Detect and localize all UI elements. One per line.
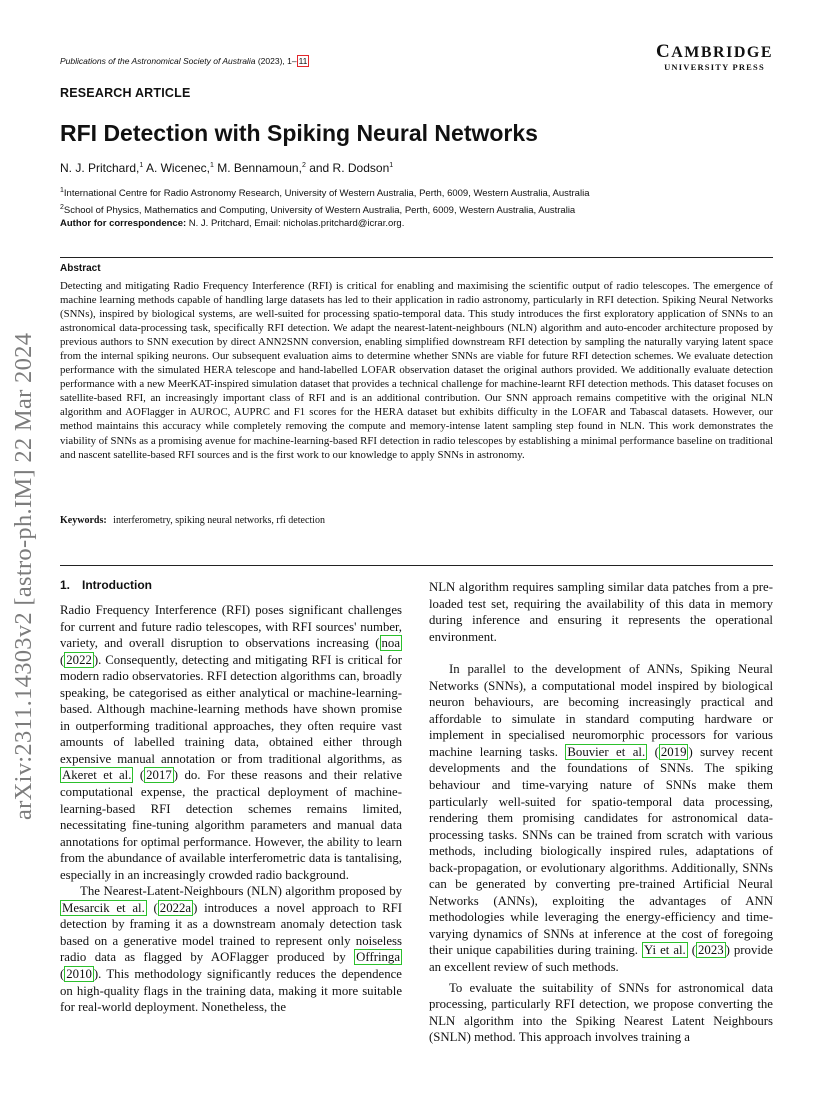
article-type-label: RESEARCH ARTICLE [60,86,191,100]
citation-link[interactable]: 2010 [66,967,92,982]
affiliations [60,184,589,231]
author-list [60,161,393,175]
abstract-bottom-rule [60,565,773,566]
keywords-label: Keywords: [60,515,107,526]
correspondence: Author for correspondence: N. J. Pritchard, Email: nicholas.pritchard@icrar.org. [60,218,405,230]
citation-link[interactable]: Akeret et al. [62,768,132,783]
abstract-heading: Abstract [60,263,101,274]
author: N. J. Pritchard,$^1$ [60,161,144,175]
journal-citation-line [60,56,309,66]
paper-title: RFI Detection with Spiking Neural Networks [60,120,538,146]
publisher-logo-line2: UNIVERSITY PRESS [664,62,765,72]
citation-link[interactable]: Yi et al. [643,943,686,958]
affiliation: $^2$School of Physics, Mathematics and Computing, University of Western Australia, Perth, 6009, Western Australia, Australia [60,203,576,216]
citation-link[interactable]: 2019 [660,744,687,759]
publisher-logo-line1: CAMBRIDGE [655,41,773,62]
journal-name: Publications of the Astronomical Society of Australia [60,56,256,66]
citation-link[interactable]: 2023 [698,943,724,958]
citation-link[interactable]: Mesarcik et al. [62,900,145,915]
body-column-left [60,577,402,1016]
citation-link[interactable]: Offringa [356,950,400,965]
citation-link[interactable]: Bouvier et al. [567,744,646,759]
section-heading-introduction: 1. Introduction [60,578,152,592]
page-total-link[interactable]: 11 [298,56,308,66]
arxiv-identifier-stamp: arXiv:2311.14303v2 [astro-ph.IM] 22 Mar 2024 [10,332,37,820]
author: and R. Dodson$^1$ [309,161,394,175]
affiliation: $^1$International Centre for Radio Astronomy Research, University of Western Australia, Perth, 6009, Western Australia, Australia [60,187,590,200]
citation-link[interactable]: 2022a [159,900,192,915]
author: M. Bennamoun,$^2$ [217,161,306,175]
abstract-body: Detecting and mitigating Radio Frequency Interference (RFI) is critical for enabling and maximising the scientific output of radio telescopes. The emergence of machine learning methods capable of handling large datasets has led to their application in radio astronomy, particularly in RFI detection. Spiking Neural Networks (SNNs), inspired by biological systems, are well-suited for processing spatio-temporal data. This study introduces the first exploratory application of SNNs to an astronomical data-processing task, specifically RFI detection. We adapt the nearest-latent-neighbours (NLN) algorithm and auto-encoder architecture proposed by previous authors to SNN execution by direct ANN2SNN conversion, enabling simplified downstream RFI detection by sampling the naturally varying latent space from the internal spiking neurons. Our subsequent evaluation aims to determine whether SNNs are viable for future RFI detection schemes. We evaluate detection performance with the simulated HERA telescope and hand-labelled LOFAR observation dataset the original authors provided. We additionally evaluate detection performance with a new MeerKAT-inspired simulation dataset that provides a technical challenge for machine-learnt RFI detection methods. This dataset focuses on satellite-based RFI, an increasingly important class of RFI and is an additional contribution. Our SNN approach remains competitive with the original NLN algorithm and AOFlagger in AUROC, AUPRC and F1 scores for the HERA dataset but exhibits difficulty in the LOFAR and Tabascal datasets. However, our method maintains this accuracy while completely removing the compute and memory-intense latent sampling step found in NLN. This work demonstrates the viability of SNNs as a promising avenue for machine-learning-based RFI detection in radio telescopes by establishing a minimal performance baseline on traditional and nascent satellite-based RFI sources and is the first work to our knowledge to apply SNNs in astronomy. [60,280,773,461]
publisher-logo [656,41,773,72]
paragraph: To evaluate the suitability of SNNs for astronomical data processing, particularly RFI detection, we propose converting the NLN algorithm into the Spiking Nearest Latent Neighbours (SNLN) method. This approach involves training a [429,980,773,1045]
abstract-top-rule [60,257,773,258]
citation-link[interactable]: noa [381,636,400,651]
citation-link[interactable]: 2017 [146,768,172,783]
keywords-line [60,515,325,526]
paragraph: In parallel to the development of ANNs, Spiking Neural Networks (SNNs), a computational model inspired by biological neuron behaviours, are becoming increasingly practical and affordable to simulate in standard computing hardware or implement in specialised neuromorphic processors for various machine learning tasks. Bouvier et al. ( 2019 ) survey recent developments and the foundations of SNNs. The spiking behaviour and time-varying nature of SNNs make them particularly well-suited for spatio-temporal data processing, rendering them promising candidates for astronomical data-processing tasks. SNNs can be trained from scratch with various methods, including biologically inspired rules, adaptations of back-propagation, or evolutionary algorithms. Additionally, SNNs can be generated by converting pre-trained Artificial Neural Networks (ANNs), exploiting the advantages of ANN methodologies while leveraging the energy-efficiency and time-varying dynamics of SNNs at inference at the cost of foregoing their unique capabilities during training. Yi et al. ( 2023 ) provide an excellent review of such methods. [429,662,773,975]
author: A. Wicenec,$^1$ [145,161,214,175]
body-column-right [429,579,773,1046]
paragraph: NLN algorithm requires sampling similar data patches from a pre-loaded test set, requiring the availability of this data in memory during inference and ensuring it represents the operational environment. [429,580,773,644]
paragraph: The Nearest-Latent-Neighbours (NLN) algorithm proposed by Mesarcik et al. ( 2022a ) introduces a novel approach to RFI detection by framing it as a downstream anomaly detection task based on a generative model trained to represent only noiseless radio data as flagged by AOFlagger produced by Offringa ( 2010 ). This methodology significantly reduces the dependence on high-quality flags in the training data, making it more suitable for real-world deployment. Nonetheless, the [60,884,402,1015]
journal-year: (2023), 1– [257,56,297,66]
citation-link[interactable]: 2022 [66,652,92,667]
paragraph: Radio Frequency Interference (RFI) poses significant challenges for current and future radio telescopes, with RFI sources' number, variety, and overall disruption to observations increasing ( noa ( 2022 ). Consequently, detecting and mitigating RFI is critical for modern radio observatories. RFI detection algorithms can, broadly speaking, be categorised as either analytical or machine-learning-based. Although machine-learning methods have shown promise in outperforming traditional approaches, they often require vast amounts of labelled training data, obtained either through expensive manual annotation or from traditional algorithms, as Akeret et al. ( 2017 ) do. For these reasons and their relative computational expense, the practical deployment of machine-learning-based RFI detection schemes remains limited, necessitating fine-tuning algorithm parameters and manual data annotations for optimal performance. However, the ability to learn from the abundance of available interferometric data is tantalising, especially in an increasingly crowded radio background. [60,603,402,882]
keywords-list: interferometry, spiking neural networks, rfi detection [113,515,325,526]
